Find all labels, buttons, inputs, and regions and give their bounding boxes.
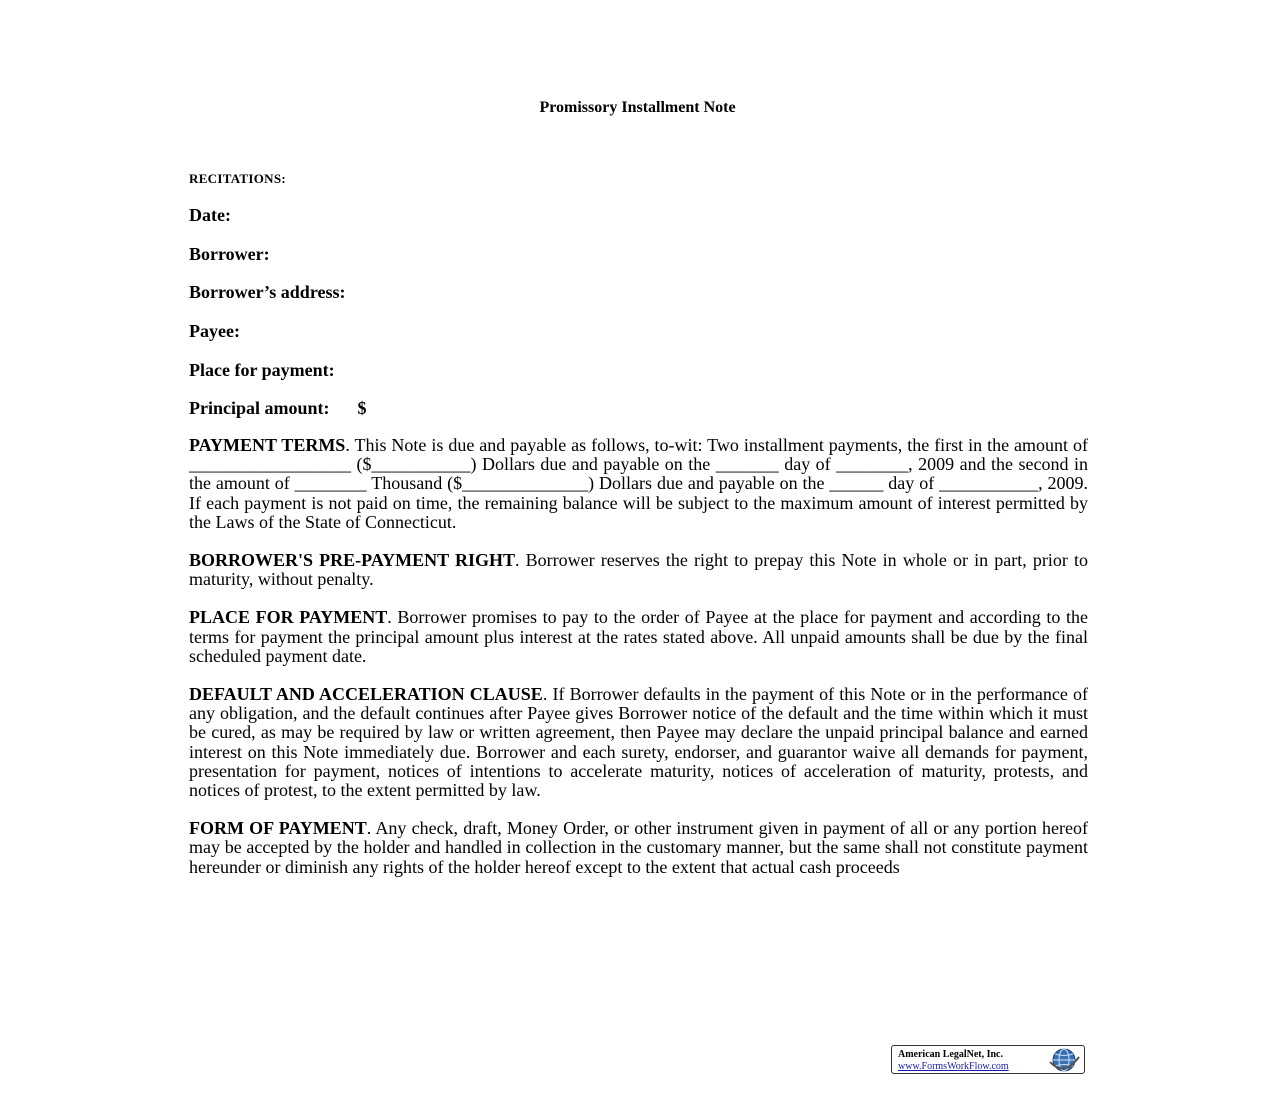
place-for-payment-field [189,359,367,398]
payee-field [189,320,367,359]
logo-company-name: American LegalNet, Inc. [898,1049,1003,1060]
principal-amount-label: Principal amount: [189,398,330,419]
logo-url-link[interactable]: www.FormsWorkFlow.com [898,1061,1009,1072]
place-for-payment-label: Place for payment: [189,359,335,380]
prepayment-paragraph [189,551,1088,589]
form-of-payment-text: . Any check, draft, Money Order, or other instrument given in payment of all or any portion hereof may be accepted by the holder and handled in collection in the customary manner, but the same shall not constitute payment hereunder or diminish any rights of the holder hereof except to the extent that actual cash proceeds [189,818,1088,877]
payment-terms-text: . This Note is due and payable as follows, to-wit: Two installment payments, the first in the amount of __________________ ($___________) Dollars due and payable on the _______ day of ________, 2009 and the second in the amount of ________ Thousand ($______________) Dollars due and payable on the ______ day of ___________, 2009. If each payment is not paid on time, the remaining balance will be subject to the maximum amount of interest permitted by the Laws of the State of Connecticut. [189,435,1088,532]
date-field [189,204,367,243]
recitation-fields [189,204,367,436]
borrower-address-label: Borrower’s address: [189,282,346,303]
prepayment-text: . Borrower reserves the right to prepay this Note in whole or in part, prior to maturity, without penalty. [189,550,1088,590]
borrower-label: Borrower: [189,243,270,264]
place-for-payment-paragraph [189,608,1088,666]
recitations-label: RECITATIONS: [189,171,287,186]
form-of-payment-paragraph [189,819,1088,877]
globe-icon [1046,1047,1082,1073]
prepayment-heading: BORROWER'S PRE-PAYMENT RIGHT [189,550,515,571]
principal-currency: $ [357,398,367,419]
default-acceleration-paragraph [189,685,1088,800]
default-acceleration-text: . If Borrower defaults in the payment of this Note or in the performance of any obligation, and the default continues after Payee gives Borrower notice of the default and the time within which it must be cured, as may be required by law or written agreement, then Payee may declare the unpaid principal balance and earned interest on this Note immediately due. Borrower and each surety, endorser, and guarantor waive all demands for payment, presentation for payment, notices of intentions to accelerate maturity, notices of acceleration of maturity, protests, and notices of protest, to the extent permitted by law. [189,684,1088,801]
date-label: Date: [189,205,231,225]
payment-terms-paragraph [189,436,1088,532]
payee-label: Payee: [189,321,240,342]
document-title: Promissory Installment Note [539,99,736,116]
place-for-payment-text: . Borrower promises to pay to the order of Payee at the place for payment and according to the terms for payment the principal amount plus interest at the rates stated above. All unpaid amounts shall be due by the final scheduled payment date. [189,607,1088,666]
payment-terms-heading: PAYMENT TERMS [189,435,346,455]
form-of-payment-heading: FORM OF PAYMENT [189,818,367,839]
footer-logo[interactable] [891,1045,1085,1074]
note-body [189,436,1088,896]
borrower-address-field [189,281,367,320]
borrower-field [189,243,367,282]
principal-amount-field [189,397,367,436]
default-acceleration-heading: DEFAULT AND ACCELERATION CLAUSE [189,684,543,705]
place-for-payment-heading: PLACE FOR PAYMENT [189,607,388,628]
